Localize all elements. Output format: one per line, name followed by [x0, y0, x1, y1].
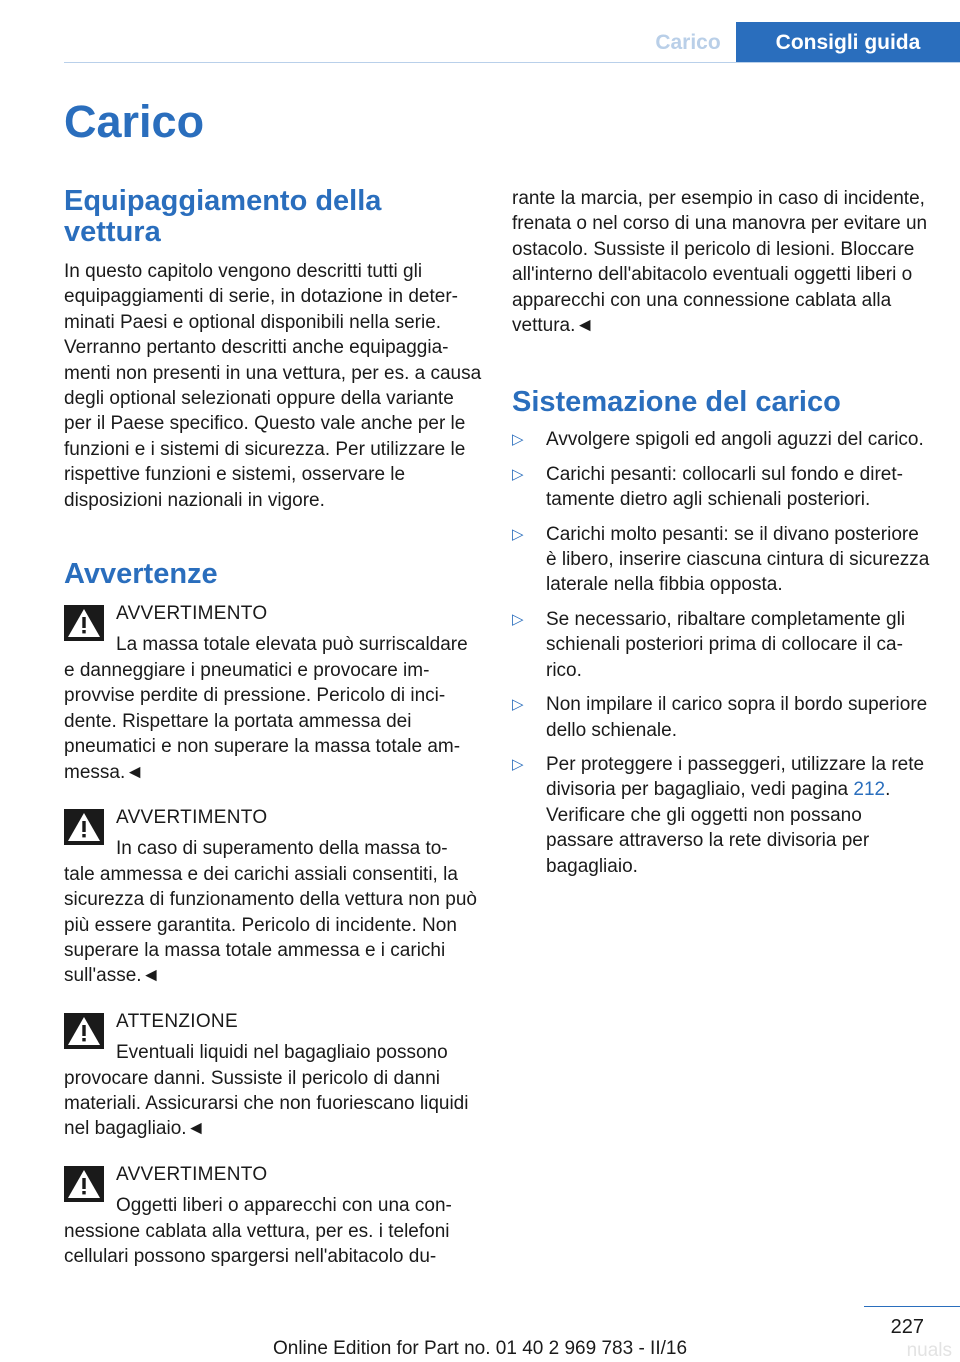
edition-footer: Online Edition for Part no. 01 40 2 969 783 - II/16: [272, 1338, 688, 1359]
warning-text: tale ammessa e dei carichi assiali consentiti, la sicurezza di funzionamento della vettura non può più essere garantita. Pericolo di incidente. Non superare la massa totale ammessa e i carichi sull'asse.◄: [64, 863, 477, 987]
list-item-text: . Verificare che gli oggetti non possano passare attraverso la rete divisoria per bagagliaio.: [546, 779, 891, 877]
warning-triangle-icon: [64, 1166, 104, 1202]
list-item: [512, 522, 930, 598]
warning-first-line: La massa totale elevata può surriscaldare: [116, 634, 468, 656]
header-chapter-tab[interactable]: Consigli guida: [736, 22, 960, 62]
list-item-text: Carichi molto pesanti: se il divano posteriore è libero, inserire ciascuna cintura di sicurezza laterale nella fibbia opposta.: [546, 523, 930, 596]
list-item-text: Carichi pesanti: collocarli sul fondo e direttamente dietro agli schienali posteriori.: [546, 463, 903, 511]
warning-first-line: In caso di superamento della massa to-: [116, 838, 448, 860]
list-item: [512, 692, 930, 743]
right-column: [512, 186, 930, 888]
bullet-triangle-icon: ▷: [512, 610, 524, 628]
list-item-text: Avvolgere spigoli ed angoli aguzzi del carico.: [546, 429, 924, 451]
warning-block-4: [64, 1162, 482, 1270]
warning-triangle-icon: [64, 809, 104, 845]
warning-title: AVVERTIMENTO: [116, 1163, 268, 1185]
page-title: Carico: [64, 96, 205, 147]
warning-continuation: rante la marcia, per esempio in caso di incidente, frenata o nel corso di una manovra per evitare un ostacolo. Sussiste il pericolo di lesioni. Bloccare all'interno dell'abitacolo eventuali oggetti liberi o apparecchi con una connessione cablata alla vettura.◄: [512, 188, 928, 337]
caution-first-line: Eventuali liquidi nel bagagliaio possono: [116, 1042, 448, 1064]
watermark: nuals: [906, 1340, 952, 1361]
list-item: [512, 752, 930, 879]
header-rule: [64, 62, 960, 63]
warning-triangle-icon: [64, 605, 104, 641]
warning-text: e danneggiare i pneumatici e provocare improvvise perdite di pressione. Pericolo di incidente. Rispettare la portata ammessa dei pneumatici e non superare la massa totale ammessa.◄: [64, 659, 461, 783]
caution-block: [64, 1009, 482, 1142]
left-column: [64, 186, 482, 1269]
warning-title: AVVERTIMENTO: [116, 603, 268, 625]
warning-first-line: Oggetti liberi o apparecchi con una con-: [116, 1195, 452, 1217]
page-number: 227: [890, 1316, 924, 1338]
bullet-triangle-icon: ▷: [512, 431, 524, 449]
bullet-triangle-icon: ▷: [512, 465, 524, 483]
warning-title: AVVERTIMENTO: [116, 806, 268, 828]
bullet-triangle-icon: ▷: [512, 525, 524, 543]
heading-avvertenze: Avvertenze: [64, 558, 218, 591]
warning-block-2: [64, 805, 482, 989]
bullet-triangle-icon: ▷: [512, 696, 524, 714]
warning-text: nessione cablata alla vettura, per es. i telefoni cellulari possono spargersi nell'abitacolo du-: [64, 1220, 450, 1267]
list-item: [512, 607, 930, 683]
caution-title: ATTENZIONE: [116, 1010, 238, 1032]
paragraph-equipaggiamento: In questo capitolo vengono descritti tutti gli equipaggiamenti di serie, in dotazione in determinati Paesi e optional disponibili nella serie. Verranno pertanto descritti anche equipaggiamenti non presenti in una vettura, per es. a causa degli optional selezionati oppure della variante per il Paese specifico. Questo vale anche per le funzioni e i sistemi di sicurezza. Per utilizzare le rispettive funzioni e sistemi, osservare le disposizioni nazionali in vigore.: [64, 261, 482, 511]
list-item-text: Se necessario, ribaltare completamente gli schienali posteriori prima di collocare il carico.: [546, 608, 906, 681]
list-item: [512, 462, 930, 513]
warning-triangle-icon: [64, 1013, 104, 1049]
heading-sistemazione: Sistemazione del carico: [512, 386, 841, 419]
footer-rule: [864, 1306, 960, 1307]
heading-equipaggiamento: Equipaggiamento della vettura: [64, 185, 382, 248]
list-item-text: Per proteggere i passeggeri, utilizzare la rete divisoria per bagagliaio, vedi pagina: [546, 753, 925, 801]
loading-tips-list: [512, 427, 930, 879]
warning-block-1: [64, 601, 482, 785]
caution-text: provocare danni. Sussiste il pericolo di danni materiali. Assicurarsi che non fuoriescano liquidi nel bagagliaio.◄: [64, 1067, 469, 1140]
page-reference-link[interactable]: 212: [853, 779, 886, 801]
list-item-text: Non impilare il carico sopra il bordo superiore dello schienale.: [546, 694, 928, 741]
list-item: [512, 427, 930, 452]
header-section-tab[interactable]: Carico: [655, 31, 721, 54]
bullet-triangle-icon: ▷: [512, 755, 524, 773]
